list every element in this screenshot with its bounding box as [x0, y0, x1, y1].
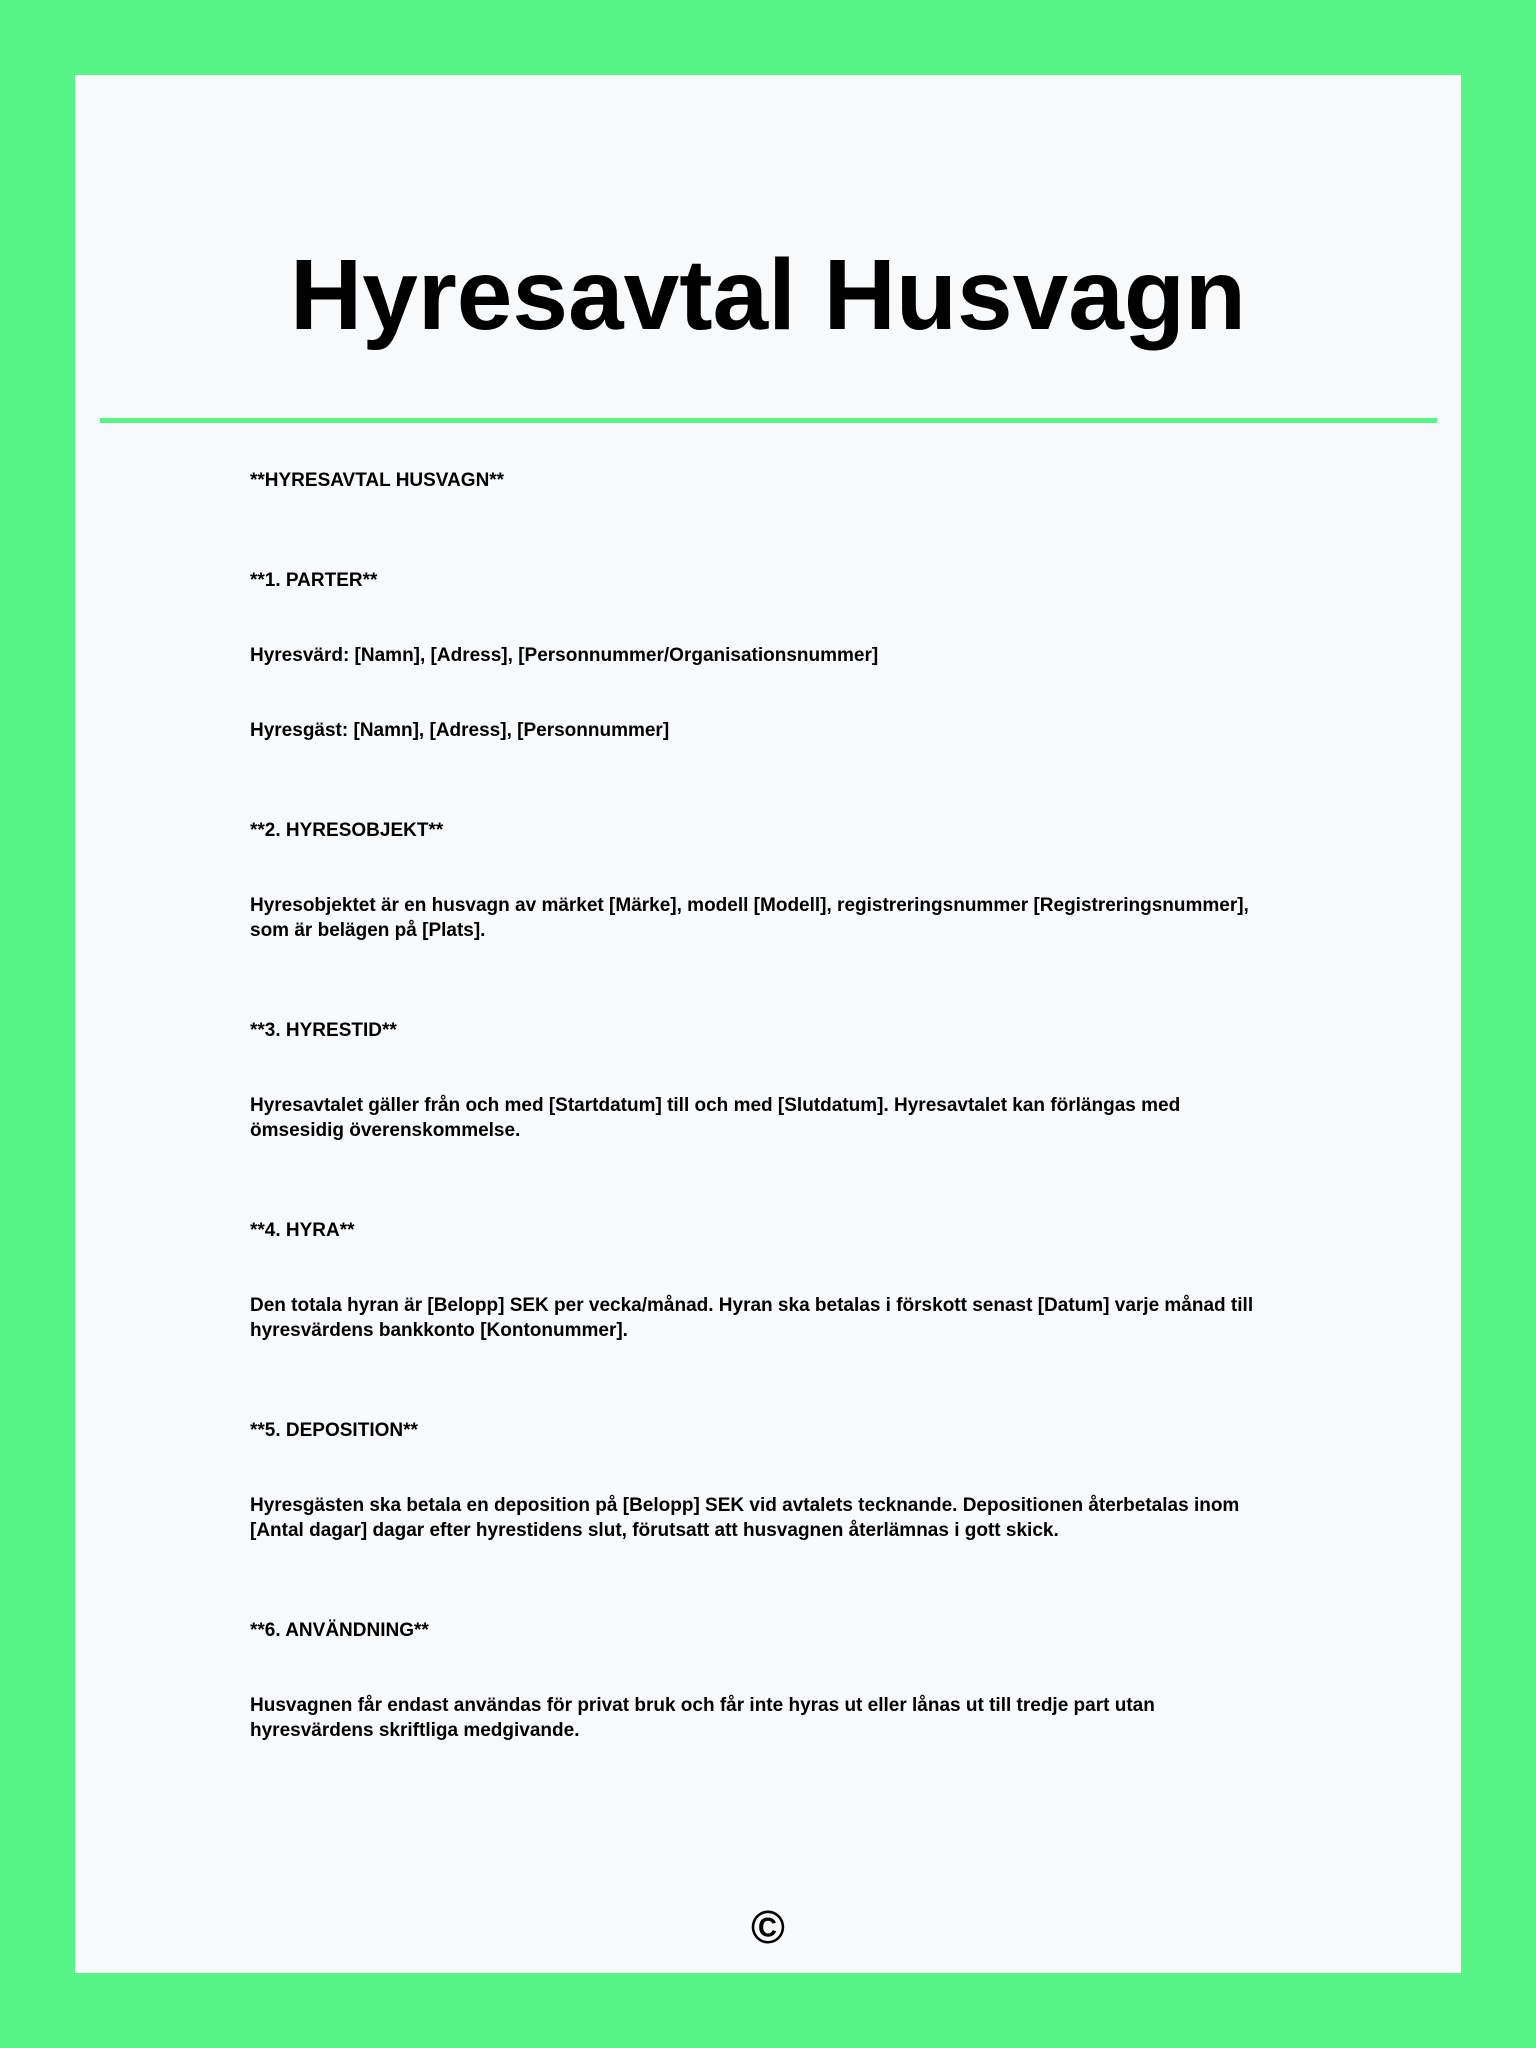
paragraph-hyresobjekt: Hyresobjektet är en husvagn av märket [Märke], modell [Modell], registreringsnummer [Registreringsnummer], som är belägen på [Plats]. [250, 895, 1249, 941]
section-heading-main: **HYRESAVTAL HUSVAGN** [250, 470, 505, 491]
paragraph-deposition: Hyresgästen ska betala en deposition på [Belopp] SEK vid avtalets tecknande. Depositionen återbetalas inom [Antal dagar] dagar efter hyrestidens slut, förutsatt att husvagnen återlämnas i gott skick. [250, 1495, 1240, 1541]
section-heading-anvandning: **6. ANVÄNDNING** [250, 1620, 429, 1641]
paragraph-hyrestid: Hyresavtalet gäller från och med [Startdatum] till och med [Slutdatum]. Hyresavtalet kan förlängas med ömsesidig överenskommelse. [250, 1095, 1181, 1141]
section-heading-parter: **1. PARTER** [250, 570, 378, 591]
paragraph-hyresgast: Hyresgäst: [Namn], [Adress], [Personnummer] [250, 720, 670, 741]
section-heading-hyrestid: **3. HYRESTID** [250, 1020, 397, 1041]
document-title: Hyresavtal Husvagn [289, 239, 1246, 351]
section-heading-hyresobjekt: **2. HYRESOBJEKT** [250, 820, 444, 841]
paragraph-hyra: Den totala hyran är [Belopp] SEK per vecka/månad. Hyran ska betalas i förskott senast [Datum] varje månad till hyresvärdens bankkonto [Kontonummer]. [250, 1295, 1254, 1341]
paragraph-hyresvard: Hyresvärd: [Namn], [Adress], [Personnummer/Organisationsnummer] [250, 645, 879, 666]
title-divider [100, 418, 1437, 423]
paragraph-anvandning: Husvagnen får endast användas för privat bruk och får inte hyras ut eller lånas ut till tredje part utan hyresvärdens skriftliga medgivande. [250, 1695, 1155, 1741]
section-heading-hyra: **4. HYRA** [250, 1220, 355, 1241]
section-heading-deposition: **5. DEPOSITION** [250, 1420, 418, 1441]
copyright-icon: © [751, 1901, 785, 1953]
